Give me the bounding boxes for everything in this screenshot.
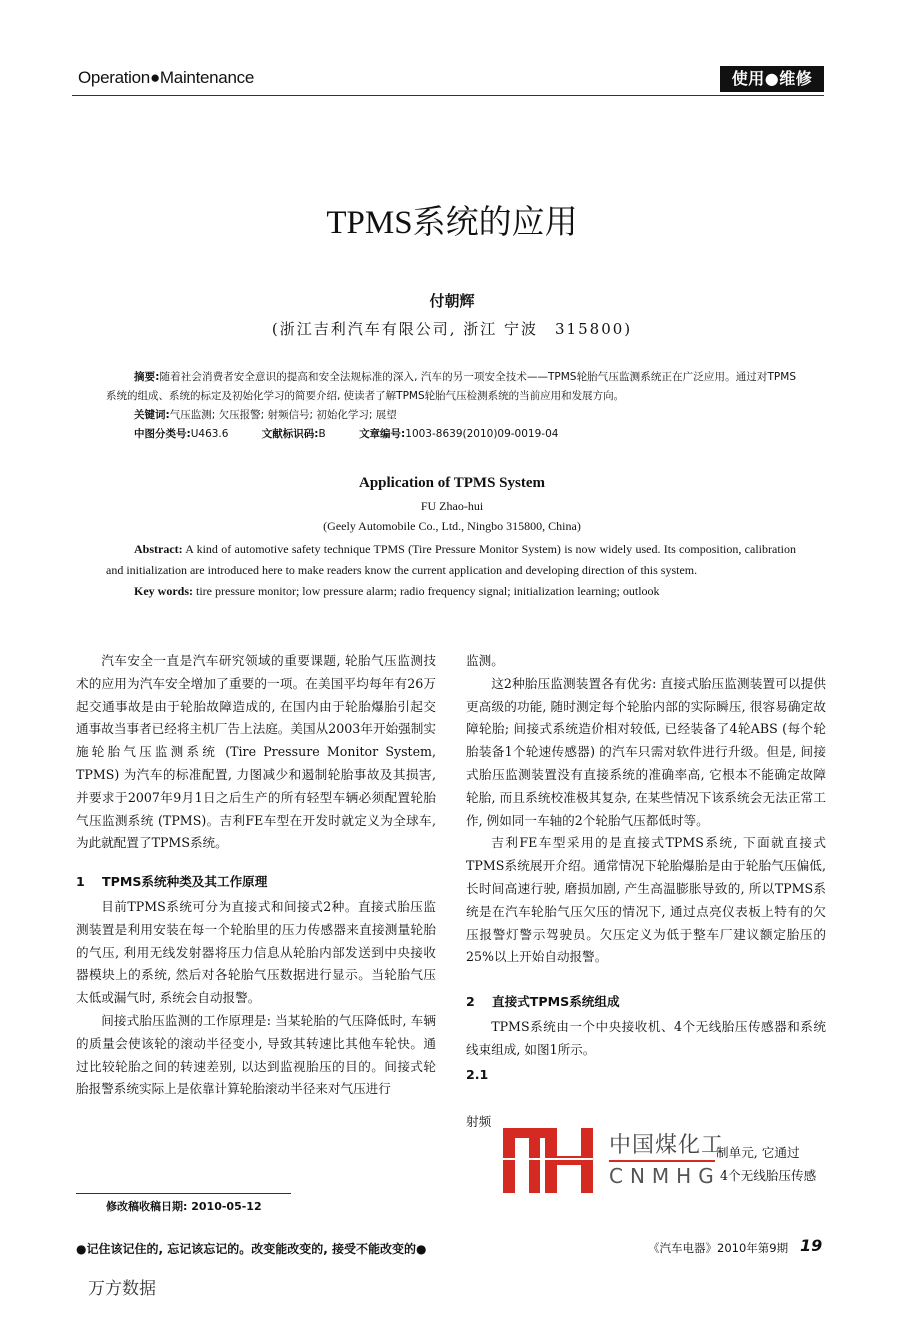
abstract-cn <box>106 368 796 444</box>
footnote-label: 修改稿收稿日期: <box>106 1200 188 1213</box>
subsection-heading-2-1 <box>466 1064 826 1087</box>
body-paragraph: 汽车安全一直是汽车研究领域的重要课题, 轮胎气压监测技术的应用为汽车安全增加了重要的一项。在美国平均每年有26万起交通事故是由于轮胎故障造成的, 在国内由于轮胎爆胎引起交通事故当事者已经将主机厂告上法庭。美国从2003年开始强制实施轮胎气压监测系统 (Tire Pressure Monitor System, TPMS) 为汽车的标准配置, 力图减少和遏制轮胎事故及其损害, 并要求于2007年9月1日之后生产的所有轻型车辆必须配置轮胎气压监测系统 (TPMS)。吉利FE车型在开发时就定义为全球车, 为此就配置了TPMS系统。 <box>76 653 436 851</box>
english-affiliation: (Geely Automobile Co., Ltd., Ningbo 315800, China) <box>323 519 581 533</box>
section-label-cn: 使用●维修 <box>720 66 824 92</box>
body-column-right <box>466 650 826 1134</box>
section-title: TPMS系统种类及其工作原理 <box>102 874 268 890</box>
footer-motto: ●记住该记住的, 忘记该忘记的。改变能改变的, 接受不能改变的● <box>76 1242 427 1256</box>
section-heading-1 <box>76 871 436 894</box>
watermark-name-en: CNMHG <box>609 1164 721 1188</box>
abstract-en-label: Abstract: <box>134 542 183 556</box>
article-affiliation: (浙江吉利汽车有限公司, 浙江 宁波 315800) <box>271 320 633 338</box>
body-paragraph: 监测。 <box>466 653 504 668</box>
keywords-en: tire pressure monitor; low pressure alarm; radio frequency signal; initialization learning; outlook <box>196 584 660 598</box>
footnote <box>106 1198 262 1214</box>
body-paragraph: 目前TPMS系统可分为直接式和间接式2种。直接式胎压监测装置是利用安装在每一个轮胎里的压力传感器来直接测量轮胎的气压, 利用无线发射器将压力信息从轮胎内部发送到中央接收器模块上的系统, 然后对各轮胎气压数据进行显示。当轮胎气压太低或漏气时, 系统会自动报警。 <box>76 898 436 1006</box>
article-no-label: 文章编号: <box>359 428 406 440</box>
article-author: 付朝辉 <box>429 292 475 310</box>
keywords-en-label: Key words: <box>134 584 193 598</box>
classification-line <box>106 425 796 444</box>
header-divider <box>72 95 824 96</box>
section-heading-2 <box>466 991 826 1014</box>
clc-value: U463.6 <box>190 428 229 440</box>
body-paragraph: 吉利FE车型采用的是直接式TPMS系统, 下面就直接式TPMS系统展开介绍。通常情况下轮胎爆胎是由于轮胎气压偏低, 长时间高速行驶, 磨损加剧, 产生高温膨胀导致的, 所以TPMS系统是在汽车轮胎气压欠压的情况下, 通过点亮仪表板上特有的欠压报警灯警示驾驶员。欠压定义为低于整车厂建议额定胎压的25%以上开始自动报警。 <box>466 835 826 965</box>
body-line-tail: 4个无线胎压传感 <box>720 1168 817 1183</box>
body-paragraph: 间接式胎压监测的工作原理是: 当某轮胎的气压降低时, 车辆的质量会使该轮的滚动半径变小, 导致其转速比其他车轮快。通过比较轮胎之间的转速差别, 以达到监视胎压的目的。间接式轮胎报警系统实际上是依靠计算轮胎滚动半径来对气压进行 <box>76 1012 436 1097</box>
english-author: FU Zhao-hui <box>420 499 484 513</box>
doc-code-label: 文献标识码: <box>261 428 319 440</box>
footnote-date: 2010-05-12 <box>191 1200 262 1213</box>
section-number: 2 <box>466 994 475 1010</box>
article-title: TPMS系统的应用 <box>326 205 578 241</box>
body-column-left <box>76 650 436 1101</box>
body-line-partial <box>466 1088 826 1111</box>
article-no-value: 1003-8639(2010)09-0019-04 <box>405 428 559 440</box>
body-paragraph: 这2种胎压监测装置各有优劣: 直接式胎压监测装置可以提供更高级的功能, 随时测定每个轮胎内部的实际瞬压, 很容易确定故障轮胎; 间接式系统造价相对较低, 已经装备了4轮ABS (每个轮胎装备1个轮速传感器) 的汽车只需对软件进行升级。但是, 间接式胎压监测装置没有直接系统的准确率高, 它根本不能确定故障轮胎, 而且系统校准极其复杂, 在某些情况下该系统会无法正常工作, 例如同一车轴的2个轮胎气压都低时等。 <box>466 675 826 828</box>
abstract-en-text: A kind of automotive safety technique TPMS (Tire Pressure Monitor System) is now widely used. Its composition, calibration and initialization are introduced here to make readers know the current application and developing direction of this system. <box>106 542 796 577</box>
cnmhg-logo-icon <box>503 1128 595 1193</box>
footnote-divider <box>76 1193 291 1194</box>
abstract-en-paragraph <box>106 539 796 581</box>
section-number: 1 <box>76 874 85 890</box>
body-line-partial: 射频 <box>466 1114 492 1130</box>
watermark-underline <box>609 1160 715 1162</box>
journal-issue: 《汽车电器》2010年第9期 <box>648 1241 789 1255</box>
section-number: 2.1 <box>466 1066 489 1082</box>
keywords-cn: 气压监测; 欠压报警; 射频信号; 初始化学习; 展望 <box>169 409 397 421</box>
abstract-cn-text: 随着社会消费者安全意识的提高和安全法规标准的深入, 汽车的另一项安全技术——TPMS轮胎气压监测系统正在广泛应用。通过对TPMS系统的组成、系统的标定及初始化学习的简要介绍, 使读者了解TPMS轮胎气压检测系统的当前应用和发展方向。 <box>106 371 796 402</box>
source-label: 万方数据 <box>88 1279 156 1299</box>
section-label-en: Operation●Maintenance <box>78 68 254 87</box>
clc-label: 中图分类号: <box>134 428 191 440</box>
abstract-en <box>106 539 796 602</box>
abstract-cn-paragraph <box>106 368 796 406</box>
keywords-cn-label: 关键词: <box>134 409 170 421</box>
watermark-name-cn: 中国煤化工 <box>609 1133 725 1158</box>
keywords-en-line <box>106 581 796 602</box>
doc-code-value: B <box>318 428 326 440</box>
body-paragraph: TPMS系统由一个中央接收机、4个无线胎压传感器和系统线束组成, 如图1所示。 <box>466 1018 826 1057</box>
page-number: 19 <box>800 1236 823 1255</box>
body-line-tail: 制单元, 它通过 <box>716 1145 800 1160</box>
abstract-cn-label: 摘要: <box>134 371 160 383</box>
section-title: 直接式TPMS系统组成 <box>492 994 620 1010</box>
english-title: Application of TPMS System <box>359 475 545 491</box>
keywords-cn-line <box>106 406 796 425</box>
